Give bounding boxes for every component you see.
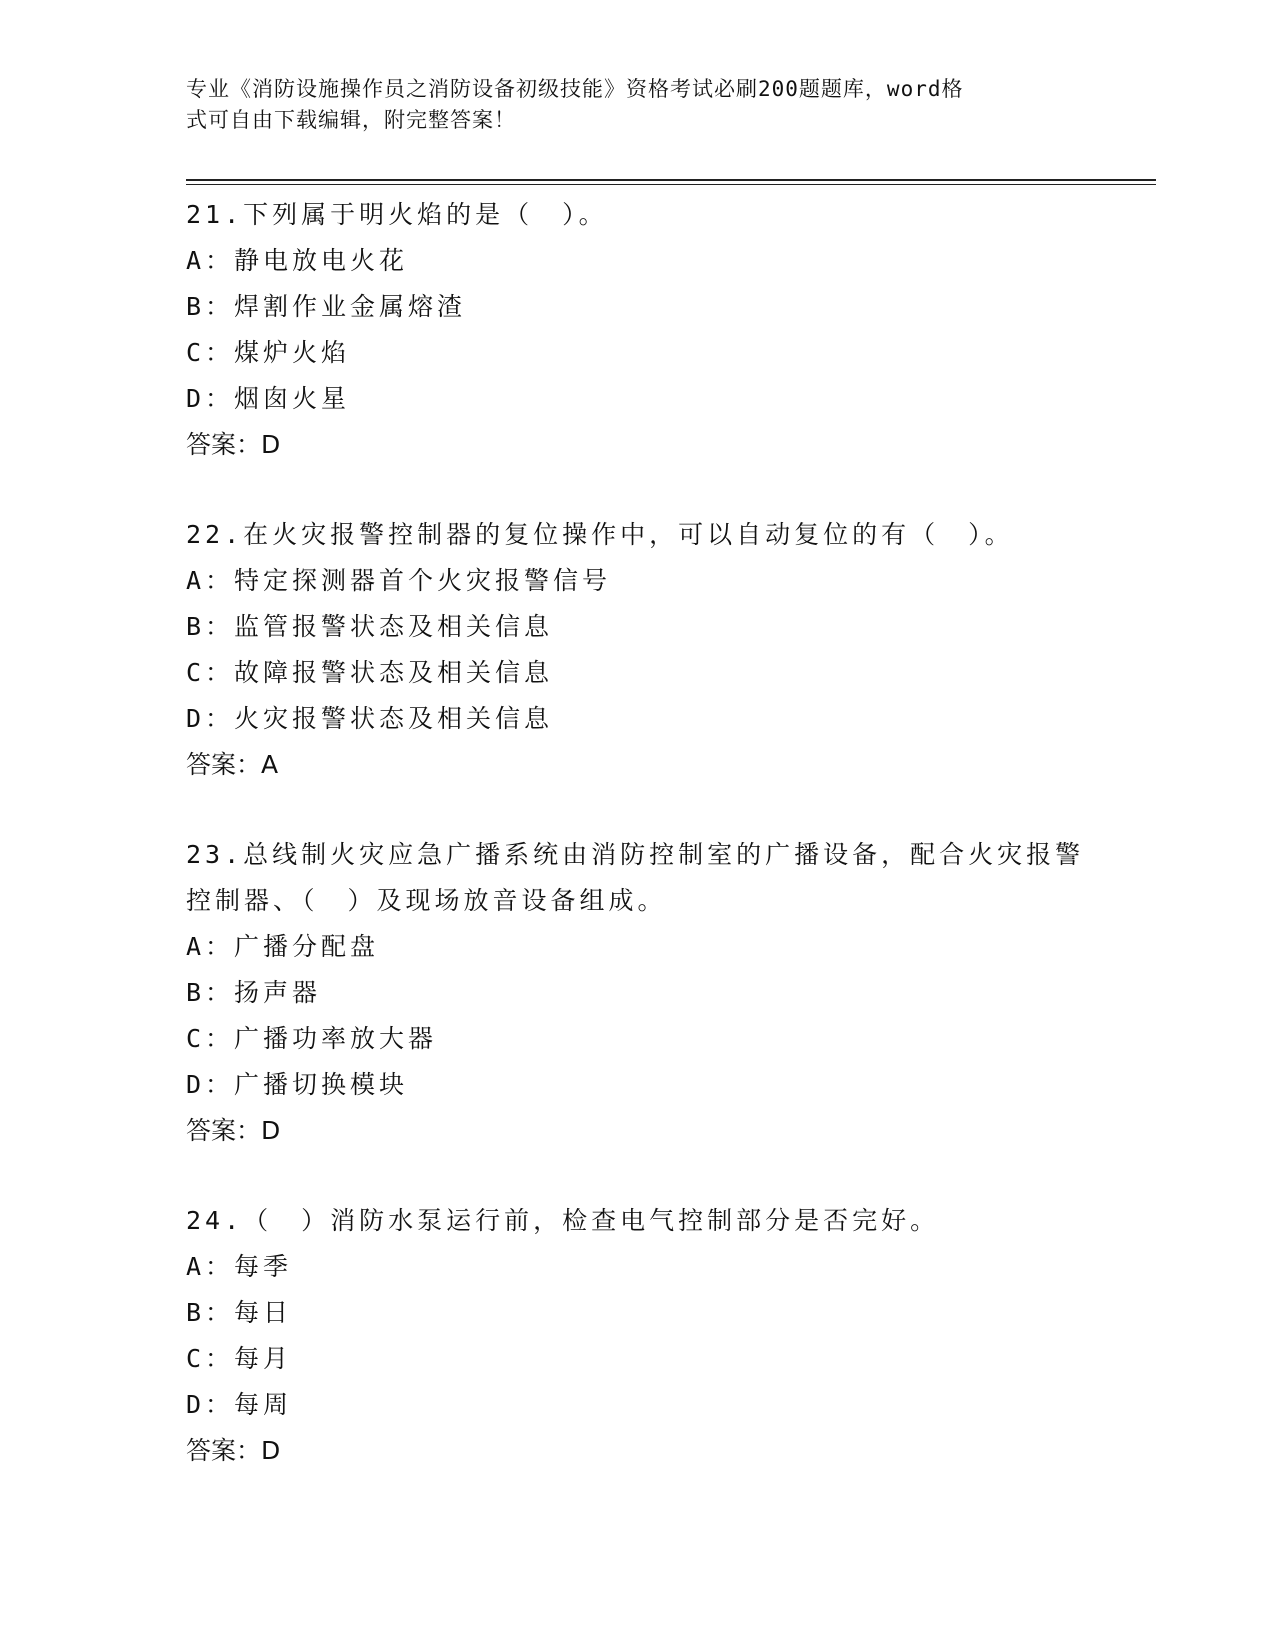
option-d: D：火灾报警状态及相关信息 (186, 704, 554, 733)
question-22 (186, 512, 1086, 788)
question-24 (186, 1198, 1086, 1474)
question-stem-line-1: 23.总线制火灾应急广播系统由消防控制室的广播设备，配合火灾报警 (186, 840, 1085, 869)
header-line-2: 式可自由下载编辑，附完整答案！ (186, 108, 516, 132)
option-a: A：广播分配盘 (186, 932, 380, 961)
question-21 (186, 192, 1086, 468)
option-d: D：每周 (186, 1390, 293, 1419)
header-divider-thick (186, 179, 1156, 181)
question-list (186, 192, 1086, 1474)
question-stem: 22.在火灾报警控制器的复位操作中，可以自动复位的有（ ）。 (186, 520, 1014, 549)
document-header (186, 74, 1066, 136)
question-stem: 24.（ ）消防水泵运行前，检查电气控制部分是否完好。 (186, 1206, 940, 1235)
header-line-1: 专业《消防设施操作员之消防设备初级技能》资格考试必刷200题题库，word格 (186, 77, 964, 101)
header-divider-thin (186, 184, 1156, 185)
option-c: C：广播功率放大器 (186, 1024, 438, 1053)
question-23 (186, 832, 1086, 1154)
option-a: A：静电放电火花 (186, 246, 409, 275)
option-b: B：焊割作业金属熔渣 (186, 292, 467, 321)
option-d: D：广播切换模块 (186, 1070, 409, 1099)
option-c: C：煤炉火焰 (186, 338, 351, 367)
answer-line: 答案：D (186, 1116, 281, 1145)
question-stem-line-2: 控制器、（ ）及现场放音设备组成。 (186, 886, 667, 915)
option-d: D：烟囱火星 (186, 384, 351, 413)
option-b: B：每日 (186, 1298, 293, 1327)
option-c: C：每月 (186, 1344, 293, 1373)
answer-line: 答案：A (186, 750, 279, 779)
option-a: A：特定探测器首个火灾报警信号 (186, 566, 612, 595)
option-b: B：扬声器 (186, 978, 322, 1007)
option-b: B：监管报警状态及相关信息 (186, 612, 554, 641)
answer-line: 答案：D (186, 430, 281, 459)
option-a: A：每季 (186, 1252, 293, 1281)
answer-line: 答案：D (186, 1436, 281, 1465)
option-c: C：故障报警状态及相关信息 (186, 658, 554, 687)
question-stem: 21.下列属于明火焰的是（ ）。 (186, 200, 608, 229)
